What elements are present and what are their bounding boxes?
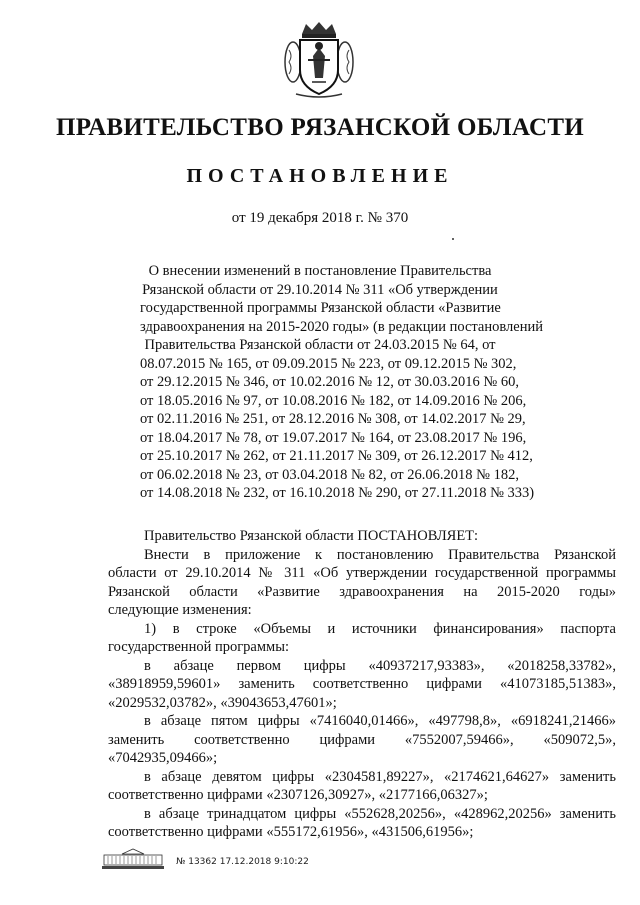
document-subject [140, 262, 543, 503]
subject-line: от 02.11.2016 № 251, от 28.12.2016 № 308, от 14.02.2017 № 29, [140, 411, 526, 427]
para-thirteenth-line: соответственно цифрами «555172,61956», «431506,61956»; [108, 824, 474, 840]
subject-line: от 18.05.2016 № 97, от 10.08.2016 № 182, от 14.09.2016 № 206, [140, 392, 527, 409]
para-first-line: в абзаце первом цифры «40937217,93383», «2018258,33782», [144, 657, 616, 674]
para-ninth-line: в абзаце девятом цифры «2304581,89227», «2174621,64627» заменить [144, 768, 616, 785]
para-fifth-line: «7042935,09466»; [108, 750, 218, 766]
subject-line: от 18.04.2017 № 78, от 19.07.2017 № 164, от 23.08.2017 № 196, [140, 429, 527, 446]
item1-line: 1) в строке «Объемы и источники финансирования» паспорта [144, 620, 616, 637]
scan-dot [452, 238, 454, 240]
subject-line: Правительства Рязанской области от 24.03.2015 № 64, от [144, 337, 496, 353]
resolves-line: Правительство Рязанской области ПОСТАНОВЛЯЕТ: [144, 528, 479, 544]
para-fifth-line: в абзаце пятом цифры «7416040,01466», «497798,8», «6918241,21466» [144, 713, 616, 729]
intro-line: области от 29.10.2014 № 311 «Об утверждении государственной программы [108, 565, 616, 581]
para-thirteenth-line: в абзаце тринадцатом цифры «552628,20256», «428962,20256» заменить [144, 805, 616, 822]
document-type-title: ПОСТАНОВЛЕНИЕ [186, 165, 454, 187]
document-body [108, 527, 616, 842]
subject-line: 08.07.2015 № 165, от 09.09.2015 № 223, от 09.12.2015 № 302, [140, 355, 517, 372]
intro-line: Внести в приложение к постановлению Правительства Рязанской [144, 546, 616, 563]
subject-line: государственной программы Рязанской области «Развитие [140, 300, 501, 316]
subject-line: от 29.12.2015 № 346, от 10.02.2016 № 12, от 30.03.2016 № 60, [140, 374, 519, 390]
organization-title: ПРАВИТЕЛЬСТВО РЯЗАНСКОЙ ОБЛАСТИ [55, 114, 585, 141]
building-logo-icon [100, 848, 166, 870]
item1-line: государственной программы: [108, 639, 289, 655]
para-first-line: «2029532,03782», «39043653,47601»; [108, 694, 337, 711]
subject-line: от 14.08.2018 № 232, от 16.10.2018 № 290, от 27.11.2018 № 333) [140, 485, 535, 501]
coat-of-arms-emblem [284, 20, 354, 100]
intro-line: Рязанской области «Развитие здравоохранения на 2015-2020 годы» [108, 583, 616, 600]
subject-line: от 25.10.2017 № 262, от 21.11.2017 № 309, от 26.12.2017 № 412, [140, 448, 533, 464]
registration-stamp: № 13362 17.12.2018 9:10:22 [176, 857, 309, 867]
para-first-line: «38918959,59601» заменить соответственно цифрами «41073185,51383», [108, 676, 616, 692]
para-ninth-line: соответственно цифрами «2307126,30927», «2177166,06327»; [108, 787, 488, 803]
date-and-number: от 19 декабря 2018 г. № 370 [231, 210, 409, 226]
subject-line: от 06.02.2018 № 23, от 03.04.2018 № 82, от 26.06.2018 № 182, [140, 466, 519, 483]
subject-line: О внесении изменений в постановление Правительства [148, 263, 492, 279]
para-fifth-line: заменить соответственно цифрами «7552007,59466», «509072,5», [108, 731, 616, 748]
subject-line: здравоохранения на 2015-2020 годы» (в редакции постановлений [140, 318, 543, 335]
subject-line: Рязанской области от 29.10.2014 № 311 «Об утверждении [142, 281, 498, 298]
intro-line: следующие изменения: [108, 602, 252, 618]
